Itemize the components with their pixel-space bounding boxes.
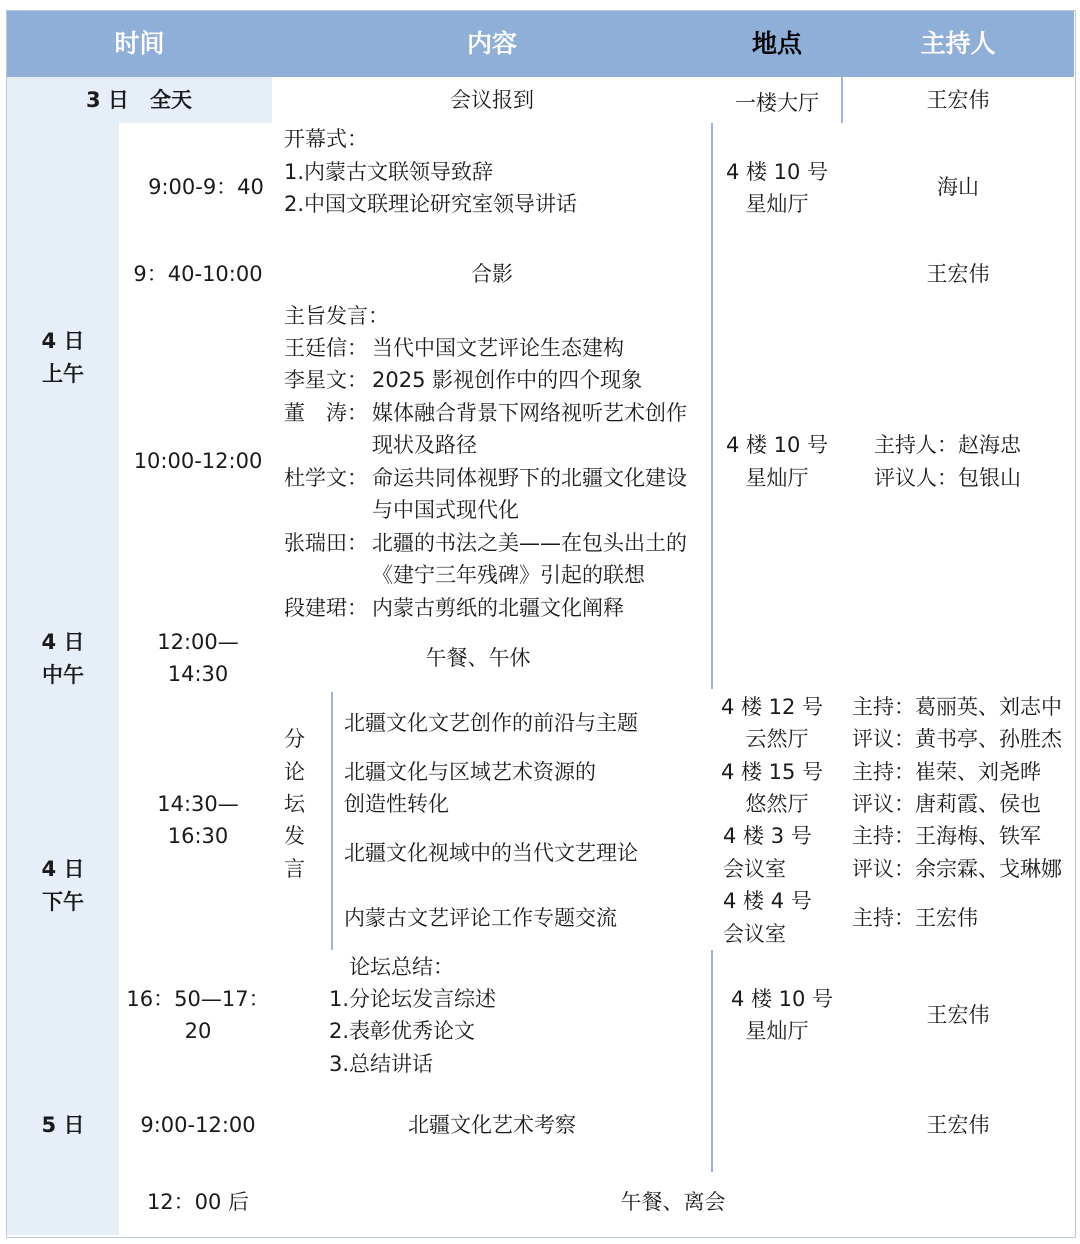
speaker-topic: 2025 影视创作中的四个现象 (372, 368, 643, 392)
noon-time: 14:30 (167, 662, 229, 686)
keynote-time: 10:00-12:00 (133, 449, 263, 473)
forum-host: 主持：葛丽英、刘志中 (852, 695, 1062, 719)
speaker-name: 杜学文： (284, 466, 368, 490)
forum-topic: 内蒙古文艺评论工作专题交流 (344, 906, 617, 930)
forum-vertical-label: 论 (284, 760, 305, 784)
forum-vertical-label: 言 (284, 857, 305, 881)
summary-item: 1.分论坛发言综述 (329, 987, 497, 1011)
forum-time: 14:30— (157, 792, 239, 816)
forum-topic: 北疆文化文艺创作的前沿与主题 (344, 711, 638, 735)
speaker-name: 董 涛： (284, 401, 368, 425)
header-time: 时间 (114, 29, 165, 58)
summary-item: 3.总结讲话 (329, 1052, 434, 1076)
speaker-topic: 内蒙古剪纸的北疆文化阐释 (372, 596, 624, 620)
forum-reviewer: 评议：唐莉霞、侯也 (852, 792, 1041, 816)
photo-content: 合影 (471, 262, 513, 286)
day5-time: 9:00-12:00 (140, 1113, 256, 1137)
day4-pm-label-day: 4 日 (41, 857, 85, 881)
speaker-topic: 当代中国文艺评论生态建构 (372, 336, 624, 360)
summary-host: 王宏伟 (926, 1003, 990, 1027)
header-host: 主持人 (920, 29, 996, 58)
opening-time: 9:00-9：40 (148, 175, 264, 199)
day3-host: 王宏伟 (926, 88, 990, 112)
final-time: 12：00 后 (146, 1190, 250, 1214)
forum-reviewer: 评议：黄书亭、孙胜杰 (852, 727, 1062, 751)
day5-host: 王宏伟 (926, 1113, 990, 1137)
speaker-name: 王廷信： (284, 336, 368, 360)
summary-title: 论坛总结： (349, 955, 454, 979)
summary-place: 4 楼 10 号 (730, 987, 834, 1011)
forum-vertical-label: 分 (284, 727, 305, 751)
forum-topic: 创造性转化 (344, 792, 449, 816)
opening-item: 1.内蒙古文联领导致辞 (284, 160, 494, 184)
header-content: 内容 (466, 29, 517, 58)
speaker-topic: 与中国式现代化 (372, 498, 519, 522)
day5-content: 北疆文化艺术考察 (408, 1113, 576, 1137)
noon-content: 午餐、午休 (425, 646, 531, 670)
speaker-topic: 《建宁三年残碑》引起的联想 (372, 563, 645, 587)
day3-band (7, 77, 272, 123)
keynote-place: 星灿厅 (745, 466, 809, 490)
day3-period: 全天 (150, 88, 192, 112)
keynote-title: 主旨发言： (284, 304, 389, 328)
forum-place: 会议室 (723, 922, 786, 946)
header-place: 地点 (751, 29, 802, 58)
opening-place: 4 楼 10 号 (725, 160, 829, 184)
day5-label: 5 日 (41, 1113, 85, 1137)
opening-title: 开幕式： (284, 127, 368, 151)
opening-place: 星灿厅 (745, 192, 809, 216)
photo-time: 9：40-10:00 (133, 262, 263, 286)
forum-topic: 北疆文化视域中的当代文艺理论 (344, 841, 638, 865)
keynote-place: 4 楼 10 号 (725, 433, 829, 457)
summary-time: 16：50—17： (126, 987, 270, 1011)
forum-place: 4 楼 12 号 (720, 695, 824, 719)
forum-place: 会议室 (723, 857, 786, 881)
opening-host: 海山 (937, 175, 979, 199)
day4-noon-label-period: 中午 (42, 663, 84, 687)
forum-host: 主持：王宏伟 (852, 906, 978, 930)
photo-host: 王宏伟 (926, 262, 990, 286)
forum-place: 4 楼 3 号 (723, 824, 812, 848)
final-content: 午餐、离会 (620, 1190, 726, 1214)
summary-place: 星灿厅 (745, 1019, 809, 1043)
speaker-topic: 现状及路径 (372, 433, 477, 457)
day3-label: 3 日 (86, 88, 129, 112)
separator-forum-label (331, 692, 333, 950)
forum-reviewer: 评议：余宗霖、戈琳娜 (852, 857, 1062, 881)
day3-place: 一楼大厅 (735, 91, 819, 115)
forum-place: 4 楼 4 号 (723, 889, 812, 913)
day4-pm-label-period: 下午 (42, 890, 84, 914)
forum-time: 16:30 (167, 824, 229, 848)
forum-vertical-label: 发 (284, 824, 305, 848)
keynote-reviewer: 评议人：包银山 (874, 466, 1021, 490)
summary-item: 2.表彰优秀论文 (329, 1019, 476, 1043)
forum-place: 4 楼 15 号 (720, 760, 824, 784)
speaker-name: 段建珺： (284, 596, 368, 620)
day3-content: 会议报到 (450, 88, 534, 112)
speaker-topic: 北疆的书法之美——在包头出土的 (372, 531, 687, 555)
forum-host: 主持：王海梅、铁军 (852, 824, 1041, 848)
forum-host: 主持：崔荣、刘尧晔 (852, 760, 1041, 784)
forum-place: 悠然厅 (745, 792, 809, 816)
speaker-topic: 媒体融合背景下网络视听艺术创作 (372, 401, 687, 425)
forum-place: 云然厅 (745, 727, 809, 751)
speaker-topic: 命运共同体视野下的北疆文化建设 (372, 466, 687, 490)
speaker-name: 李星文： (284, 368, 368, 392)
speaker-name: 张瑞田： (284, 531, 368, 555)
forum-topic: 北疆文化与区域艺术资源的 (344, 760, 596, 784)
day4-am-label-day: 4 日 (41, 329, 85, 353)
day4-noon-label-day: 4 日 (41, 630, 85, 654)
noon-time: 12:00— (157, 630, 239, 654)
forum-vertical-label: 坛 (284, 792, 305, 816)
summary-time: 20 (184, 1019, 212, 1043)
opening-item: 2.中国文联理论研究室领导讲话 (284, 192, 578, 216)
keynote-host: 主持人：赵海忠 (874, 433, 1021, 457)
day4-am-label-period: 上午 (42, 362, 84, 386)
